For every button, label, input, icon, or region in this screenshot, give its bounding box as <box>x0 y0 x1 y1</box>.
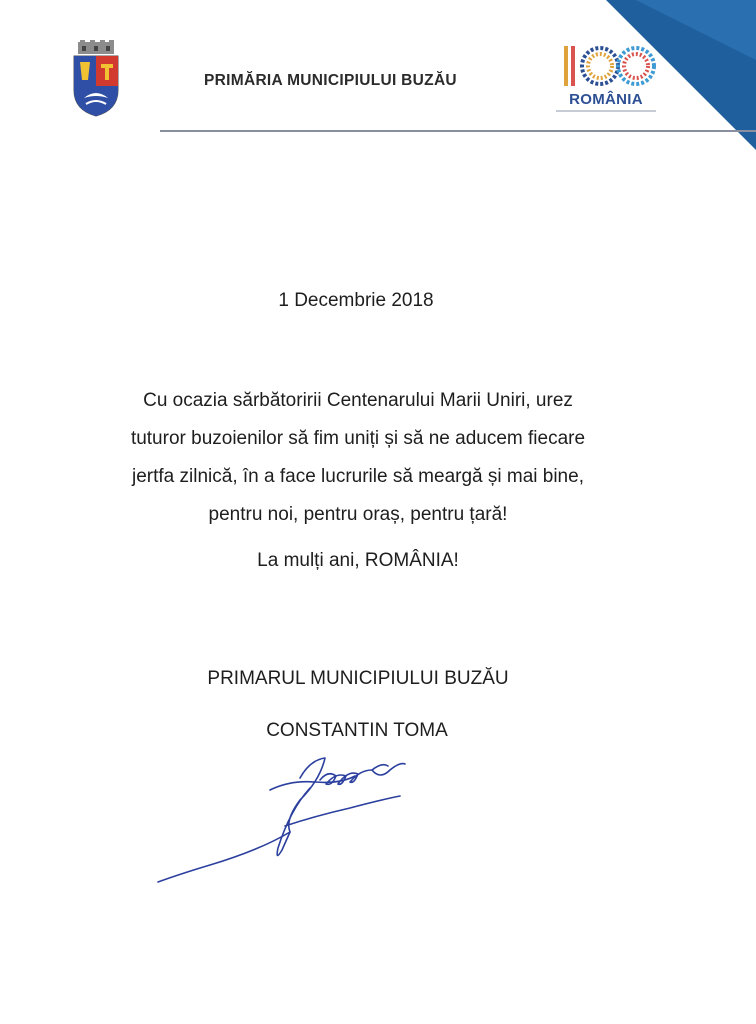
message-line: Cu ocazia sărbătoririi Centenarului Marii Uniri, urez <box>143 390 573 411</box>
signatory-name: CONSTANTIN TOMA <box>266 720 448 741</box>
signatory-title: PRIMARUL MUNICIPIULUI BUZĂU <box>207 668 509 689</box>
letter-message <box>40 382 676 534</box>
institution-title: PRIMĂRIA MUNICIPIULUI BUZĂU <box>204 72 457 89</box>
letter-date: 1 Decembrie 2018 <box>278 290 434 311</box>
header-divider <box>160 130 756 132</box>
city-coat-of-arms-icon <box>70 40 122 118</box>
centenary-tagline-decoration <box>556 110 656 112</box>
centenary-100-icon <box>556 42 656 90</box>
handwritten-signature <box>150 740 430 890</box>
message-line: jertfa zilnică, în a face lucrurile să meargă și mai bine, <box>132 466 584 487</box>
centenary-country-label: ROMÂNIA <box>569 91 643 108</box>
letter-greeting: La mulți ani, ROMÂNIA! <box>257 550 459 571</box>
centenary-logo <box>556 42 656 118</box>
message-line: tuturor buzoienilor să fim uniți și să ne aducem fiecare <box>130 428 586 449</box>
message-line: pentru noi, pentru oraș, pentru țară! <box>208 504 508 525</box>
